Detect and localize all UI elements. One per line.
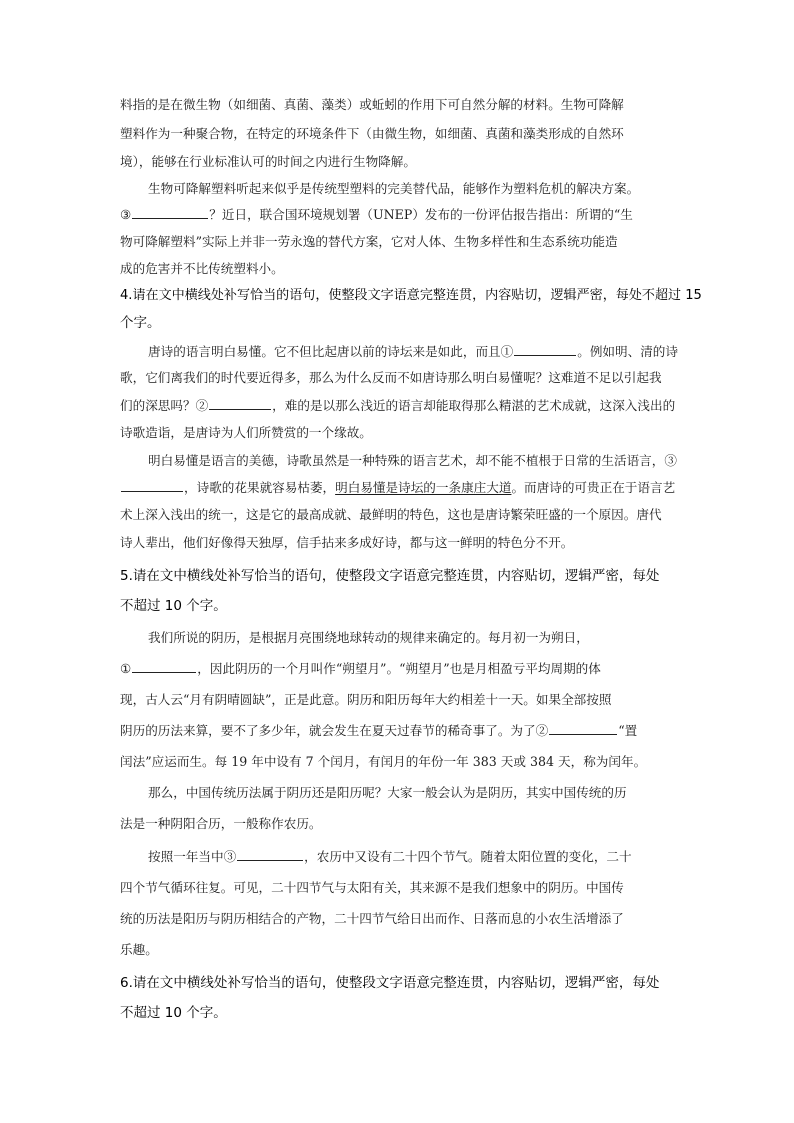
passage3-line-5: 闰法”应运而生。每 19 年中设有 7 个闰月，有闰月的年份一年 383 天或 384 天，称为闰年。 bbox=[120, 754, 647, 769]
passage3-line-1: 我们所说的阴历，是根据月亮围绕地球转动的规律来确定的。每月初一为朔日， bbox=[148, 630, 589, 645]
passage2-line-3 bbox=[120, 396, 675, 416]
passage3-line-10: 统的历法是阳历与阴历相结合的产物，二十四节气给日出而作、日落而息的小农生活增添了 bbox=[120, 911, 624, 926]
passage1-line-4: 生物可降解塑料听起来似乎是传统型塑料的完美替代品，能够作为塑料危机的解决方案。 bbox=[148, 181, 640, 196]
answer-blank[interactable] bbox=[237, 859, 303, 861]
answer-blank[interactable] bbox=[132, 217, 208, 219]
passage3-line-4 bbox=[120, 721, 637, 741]
passage1-line-3: 境），能够在行业标准认可的时间之内进行生物降解。 bbox=[120, 154, 416, 169]
passage3-line-8 bbox=[148, 847, 632, 867]
text: 们的深思吗？② bbox=[120, 398, 209, 413]
question-5-line-2: 不超过 10 个字。 bbox=[120, 598, 227, 614]
text: “置 bbox=[618, 723, 638, 738]
passage2-line-5: 明白易懂是语言的美德，诗歌虽然是一种特殊的语言艺术，却不能不植根于日常的生活语言，③ bbox=[148, 453, 677, 468]
passage3-line-11: 乐趣。 bbox=[120, 942, 158, 957]
blank-marker: ③ bbox=[120, 207, 132, 222]
passage3-line-7: 法是一种阴阳合历，一般称作农历。 bbox=[120, 816, 322, 831]
passage1-line-5 bbox=[120, 205, 633, 225]
answer-blank[interactable] bbox=[549, 733, 617, 735]
passage3-line-9: 四个节气循环往复。可见，二十四节气与太阳有关，其来源不是我们想象中的阴历。中国传 bbox=[120, 880, 624, 895]
underlined-phrase: 明白易懂是诗坛的一条康庄大道 bbox=[335, 480, 512, 495]
passage1-line-2: 塑料作为一种聚合物，在特定的环境条件下（由微生物，如细菌、真菌和藻类形成的自然环 bbox=[120, 126, 624, 141]
passage3-line-3: 现，古人云“月有阴晴圆缺”，正是此意。阴历和阳历每年大约相差十一天。如果全部按照 bbox=[120, 692, 612, 707]
passage3-line-2 bbox=[120, 659, 601, 679]
text: ，因此阴历的一个月叫作“朔望月”。“朔望月”也是月相盈亏平均周期的体 bbox=[197, 661, 601, 676]
passage2-line-8: 诗人辈出，他们好像得天独厚，信手拈来多成好诗，都与这一鲜明的特色分不开。 bbox=[120, 535, 574, 550]
text: ？近日，联合国环境规划署（UNEP）发布的一份评估报告指出：所谓的“生 bbox=[209, 207, 633, 222]
passage1-line-1: 料指的是在微生物（如细菌、真菌、藻类）或蚯蚓的作用下可自然分解的材料。生物可降解 bbox=[120, 97, 624, 112]
text: 按照一年当中③ bbox=[148, 849, 237, 864]
text: 。例如明、清的诗 bbox=[577, 344, 678, 359]
text: ，农历中又设有二十四个节气。随着太阳位置的变化，二十 bbox=[304, 849, 632, 864]
passage1-line-6: 物可降解塑料”实际上并非一劳永逸的替代方案，它对人体、生物多样性和生态系统功能造 bbox=[120, 234, 618, 249]
passage1-line-7: 成的危害并不比传统塑料小。 bbox=[120, 261, 284, 276]
answer-blank[interactable] bbox=[121, 490, 183, 492]
passage2-line-1 bbox=[148, 342, 678, 362]
question-6-line-1: 6.请在文中横线处补写恰当的语句，使整段文字语意完整连贯，内容贴切，逻辑严密，每处 bbox=[120, 975, 660, 991]
passage2-line-6 bbox=[120, 478, 675, 498]
text: 唐诗的语言明白易懂。它不但比起唐以前的诗坛来是如此，而且① bbox=[148, 344, 514, 359]
text: 。而唐诗的可贵正在于语言艺 bbox=[511, 480, 676, 495]
passage3-line-6: 那么，中国传统历法属于阴历还是阳历呢？大家一般会认为是阴历，其实中国传统的历 bbox=[148, 785, 627, 800]
text: ，难的是以那么浅近的语言却能取得那么精湛的艺术成就，这深入浅出的 bbox=[272, 398, 676, 413]
answer-blank[interactable] bbox=[514, 354, 576, 356]
question-6-line-2: 不超过 10 个字。 bbox=[120, 1005, 227, 1021]
text: ，诗歌的花果就容易枯萎， bbox=[184, 480, 336, 495]
passage2-line-2: 歌，它们离我们的时代要近得多，那么为什么反而不如唐诗那么明白易懂呢？这难道不足以引起我 bbox=[120, 370, 662, 385]
blank-marker: ① bbox=[120, 661, 132, 676]
text: 阴历的历法来算，要不了多少年，就会发生在夏天过春节的稀奇事了。为了② bbox=[120, 723, 549, 738]
question-4-line-1: 4.请在文中横线处补写恰当的语句，使整段文字语意完整连贯，内容贴切，逻辑严密，每处不超过 15 bbox=[120, 288, 702, 303]
question-5-line-1: 5.请在文中横线处补写恰当的语句，使整段文字语意完整连贯，内容贴切，逻辑严密，每处 bbox=[120, 568, 660, 584]
passage2-line-7: 术上深入浅出的统一，这是它的最高成就、最鲜明的特色，这也是唐诗繁荣旺盛的一个原因。唐代 bbox=[120, 507, 662, 522]
answer-blank[interactable] bbox=[132, 671, 196, 673]
answer-blank[interactable] bbox=[209, 408, 271, 410]
question-4-line-2: 个字。 bbox=[120, 315, 161, 331]
passage2-line-4: 诗歌造诣，是唐诗为人们所赞赏的一个缘故。 bbox=[120, 425, 372, 440]
